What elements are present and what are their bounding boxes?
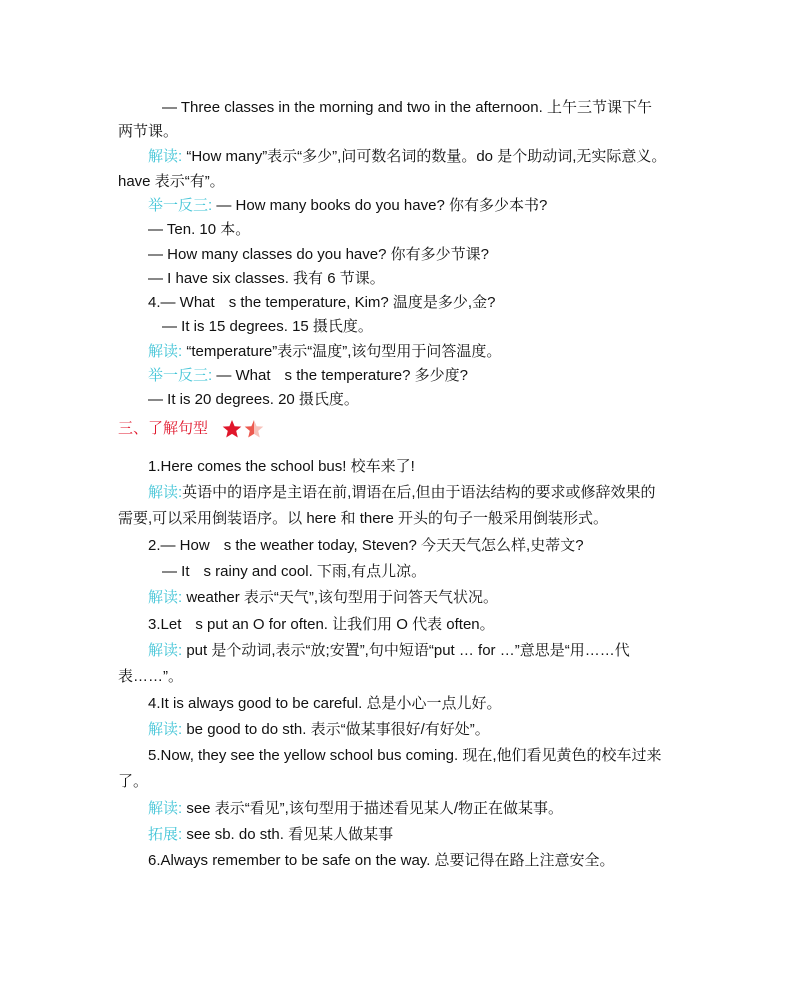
difficulty-stars — [222, 419, 264, 439]
extension-text: see sb. do sth. 看见某人做某事 — [182, 826, 394, 843]
example-line: — It is 20 degrees. 20 摄氏度。 — [148, 391, 359, 408]
star-full-icon — [222, 419, 242, 439]
note-text: weather 表示“天气”,该句型用于问答天气状况。 — [182, 589, 499, 606]
example-label: 举一反三: — [148, 197, 213, 214]
note-text: see 表示“看见”,该句型用于描述看见某人/物正在做某事。 — [182, 800, 564, 817]
item-text: 3.Let — [148, 616, 182, 633]
answer-line — [162, 561, 426, 583]
answer-line-continued: 两节课。 — [118, 123, 179, 140]
item-line-continued: 了。 — [118, 773, 149, 790]
note-label: 解读: — [148, 148, 183, 165]
star-half-icon — [244, 419, 264, 439]
note-line-continued: 需要,可以采用倒装语序。以 here 和 there 开头的句子一般采用倒装形式。 — [118, 510, 609, 527]
section-title: 三、了解句型 — [118, 420, 209, 437]
note-line — [148, 482, 656, 504]
example-line — [148, 195, 547, 217]
note-line-continued: have 表示“有”。 — [118, 173, 225, 190]
item-line: 4.It is always good to be careful. 总是小心一点儿好。 — [148, 695, 502, 712]
answer-line: — It is 15 degrees. 15 摄氏度。 — [162, 318, 373, 335]
item-text: 4.— What — [148, 294, 215, 311]
note-line — [148, 798, 563, 820]
note-text: put 是个动词,表示“放;安置”,句中短语“put … for …”意思是“用……代 — [182, 642, 630, 659]
extension-line — [148, 824, 393, 846]
item-line — [148, 292, 495, 314]
item-text: 2.— How — [148, 537, 210, 554]
item-line: 6.Always remember to be safe on the way. 总要记得在路上注意安全。 — [148, 852, 615, 869]
note-label: 解读: — [148, 343, 183, 360]
note-text: “How many”表示“多少”,问可数名词的数量。do 是个助动词,无实际意义。 — [182, 148, 667, 165]
note-line — [148, 640, 630, 662]
note-text: be good to do sth. 表示“做某事很好/有好处”。 — [182, 721, 490, 738]
note-label: 解读: — [148, 484, 183, 501]
note-label: 解读: — [148, 589, 183, 606]
item-line: 5.Now, they see the yellow school bus coming. 现在,他们看见黄色的校车过来 — [148, 747, 662, 764]
note-text: “temperature”表示“温度”,该句型用于问答温度。 — [182, 343, 502, 360]
note-line-continued: 表……”。 — [118, 668, 183, 685]
example-line: — How many classes do you have? 你有多少节课? — [148, 246, 489, 263]
extension-label: 拓展: — [148, 826, 183, 843]
answer-line: — Three classes in the morning and two in the afternoon. 上午三节课下午 — [162, 99, 652, 116]
item-text: s the temperature, Kim? 温度是多少,金? — [228, 294, 496, 311]
note-label: 解读: — [148, 800, 183, 817]
item-text: s the weather today, Steven? 今天天气怎么样,史蒂文? — [223, 537, 584, 554]
example-label: 举一反三: — [148, 367, 213, 384]
example-text: — How many books do you have? 你有多少本书? — [212, 197, 548, 214]
note-label: 解读: — [148, 721, 183, 738]
example-line — [148, 365, 468, 387]
note-line — [148, 587, 498, 609]
note-line — [148, 146, 666, 168]
note-label: 解读: — [148, 642, 183, 659]
answer-text: s rainy and cool. 下雨,有点儿凉。 — [203, 563, 427, 580]
section-heading — [118, 418, 264, 440]
example-line: — I have six classes. 我有 6 节课。 — [148, 270, 385, 287]
example-text: s the temperature? 多少度? — [284, 367, 468, 384]
item-text: s put an O for often. 让我们用 O 代表 often。 — [195, 616, 495, 633]
item-line — [148, 614, 495, 636]
note-line — [148, 341, 501, 363]
note-text: 英语中的语序是主语在前,谓语在后,但由于语法结构的要求或修辞效果的 — [182, 484, 656, 501]
example-text: — What — [212, 367, 271, 384]
example-line: — Ten. 10 本。 — [148, 221, 251, 238]
answer-text: — It — [162, 563, 190, 580]
item-line: 1.Here comes the school bus! 校车来了! — [148, 458, 415, 475]
note-line — [148, 719, 490, 741]
item-line — [148, 535, 584, 557]
